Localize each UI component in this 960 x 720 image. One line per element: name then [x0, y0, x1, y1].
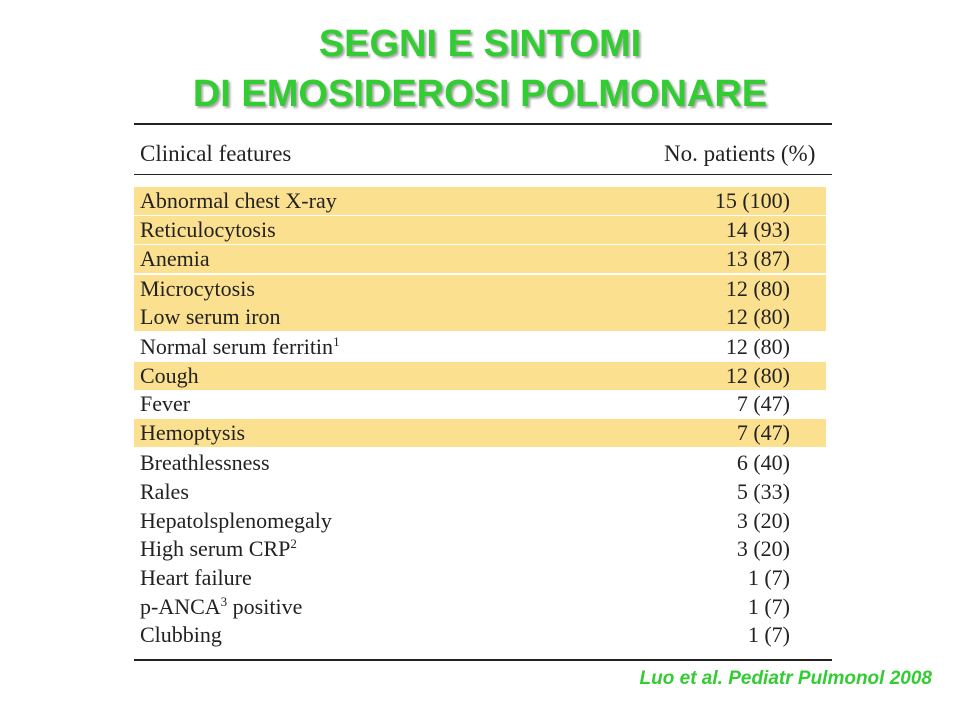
- patient-count-cell: 15 (100): [714, 188, 790, 213]
- patient-count-cell: 14 (93): [725, 217, 790, 242]
- slide-title-line-2: DI EMOSIDEROSI POLMONARE: [192, 73, 768, 115]
- clinical-feature-cell: [140, 478, 189, 506]
- table-row: [134, 390, 826, 418]
- patient-count-cell: 1 (7): [747, 594, 790, 619]
- clinical-feature-cell: [140, 419, 245, 447]
- header-no-patients: No. patients (%): [664, 141, 816, 166]
- patient-count-cell: 7 (47): [736, 420, 790, 445]
- patient-count-cell: 13 (87): [725, 246, 790, 271]
- table-row: [134, 507, 826, 535]
- feature-text: Fever: [140, 391, 191, 416]
- clinical-feature-cell: [140, 333, 340, 361]
- feature-text: Heart failure: [140, 565, 252, 590]
- table-row: [134, 621, 826, 649]
- table-row: [134, 275, 826, 303]
- feature-text: p-ANCA: [140, 594, 221, 619]
- clinical-feature-cell: [140, 275, 255, 303]
- patient-count-cell: 6 (40): [736, 450, 790, 475]
- clinical-feature-cell: [140, 621, 222, 649]
- table-row: [134, 535, 826, 563]
- table-header-rule: [134, 174, 832, 175]
- patient-count-cell: 12 (80): [725, 276, 790, 301]
- table-row: [134, 362, 826, 390]
- clinical-feature-cell: [140, 390, 190, 418]
- clinical-feature-cell: [140, 564, 252, 592]
- table-top-rule: [134, 123, 832, 125]
- patient-count-cell: 5 (33): [736, 479, 790, 504]
- header-clinical-features: Clinical features: [140, 141, 292, 166]
- table-row: [134, 593, 826, 621]
- patient-count-cell: 3 (20): [736, 508, 790, 533]
- table-row: [134, 216, 826, 244]
- citation: Luo et al. Pediatr Pulmonol 2008: [639, 668, 932, 689]
- feature-text: Abnormal chest X-ray: [140, 188, 337, 213]
- clinical-feature-cell: [140, 449, 270, 477]
- feature-text: Clubbing: [140, 622, 222, 647]
- feature-text: Normal serum ferritin: [140, 334, 334, 359]
- patient-count-cell: 1 (7): [747, 565, 790, 590]
- feature-text: Reticulocytosis: [140, 217, 276, 242]
- feature-text: Rales: [140, 479, 189, 504]
- feature-text: Cough: [140, 363, 199, 388]
- patient-count-cell: 1 (7): [747, 622, 790, 647]
- patient-count-cell: 12 (80): [725, 304, 790, 329]
- table-row: [134, 187, 826, 215]
- clinical-feature-cell: [140, 245, 210, 273]
- table-row: [134, 419, 826, 447]
- clinical-feature-cell: [140, 362, 199, 390]
- clinical-feature-cell: [140, 303, 281, 331]
- feature-text: Microcytosis: [140, 276, 255, 301]
- feature-text: Anemia: [140, 246, 210, 271]
- clinical-feature-cell: [140, 535, 297, 563]
- table-row: [134, 333, 826, 361]
- feature-text: Hemoptysis: [140, 420, 246, 445]
- patient-count-cell: 12 (80): [725, 334, 790, 359]
- feature-text: Low serum iron: [140, 304, 281, 329]
- clinical-feature-cell: [140, 593, 302, 621]
- footnote-marker: 1: [333, 334, 340, 349]
- table-row: [134, 245, 826, 273]
- patient-count-cell: 12 (80): [725, 363, 790, 388]
- footnote-marker: 3: [220, 594, 228, 609]
- table-bottom-rule: [134, 659, 832, 661]
- clinical-feature-cell: [140, 187, 337, 215]
- feature-suffix: positive: [227, 594, 303, 619]
- feature-text: High serum CRP: [140, 536, 291, 561]
- slide-title-line-1: SEGNI E SINTOMI: [318, 23, 642, 65]
- clinical-feature-cell: [140, 216, 276, 244]
- feature-text: Breathlessness: [140, 450, 270, 475]
- table-row: [134, 303, 826, 331]
- table-row: [134, 564, 826, 592]
- patient-count-cell: 3 (20): [736, 536, 790, 561]
- table-row: [134, 478, 826, 506]
- feature-text: Hepatolsplenomegaly: [140, 508, 332, 533]
- patient-count-cell: 7 (47): [736, 391, 790, 416]
- clinical-feature-cell: [140, 507, 332, 535]
- table-row: [134, 449, 826, 477]
- footnote-marker: 2: [290, 536, 297, 551]
